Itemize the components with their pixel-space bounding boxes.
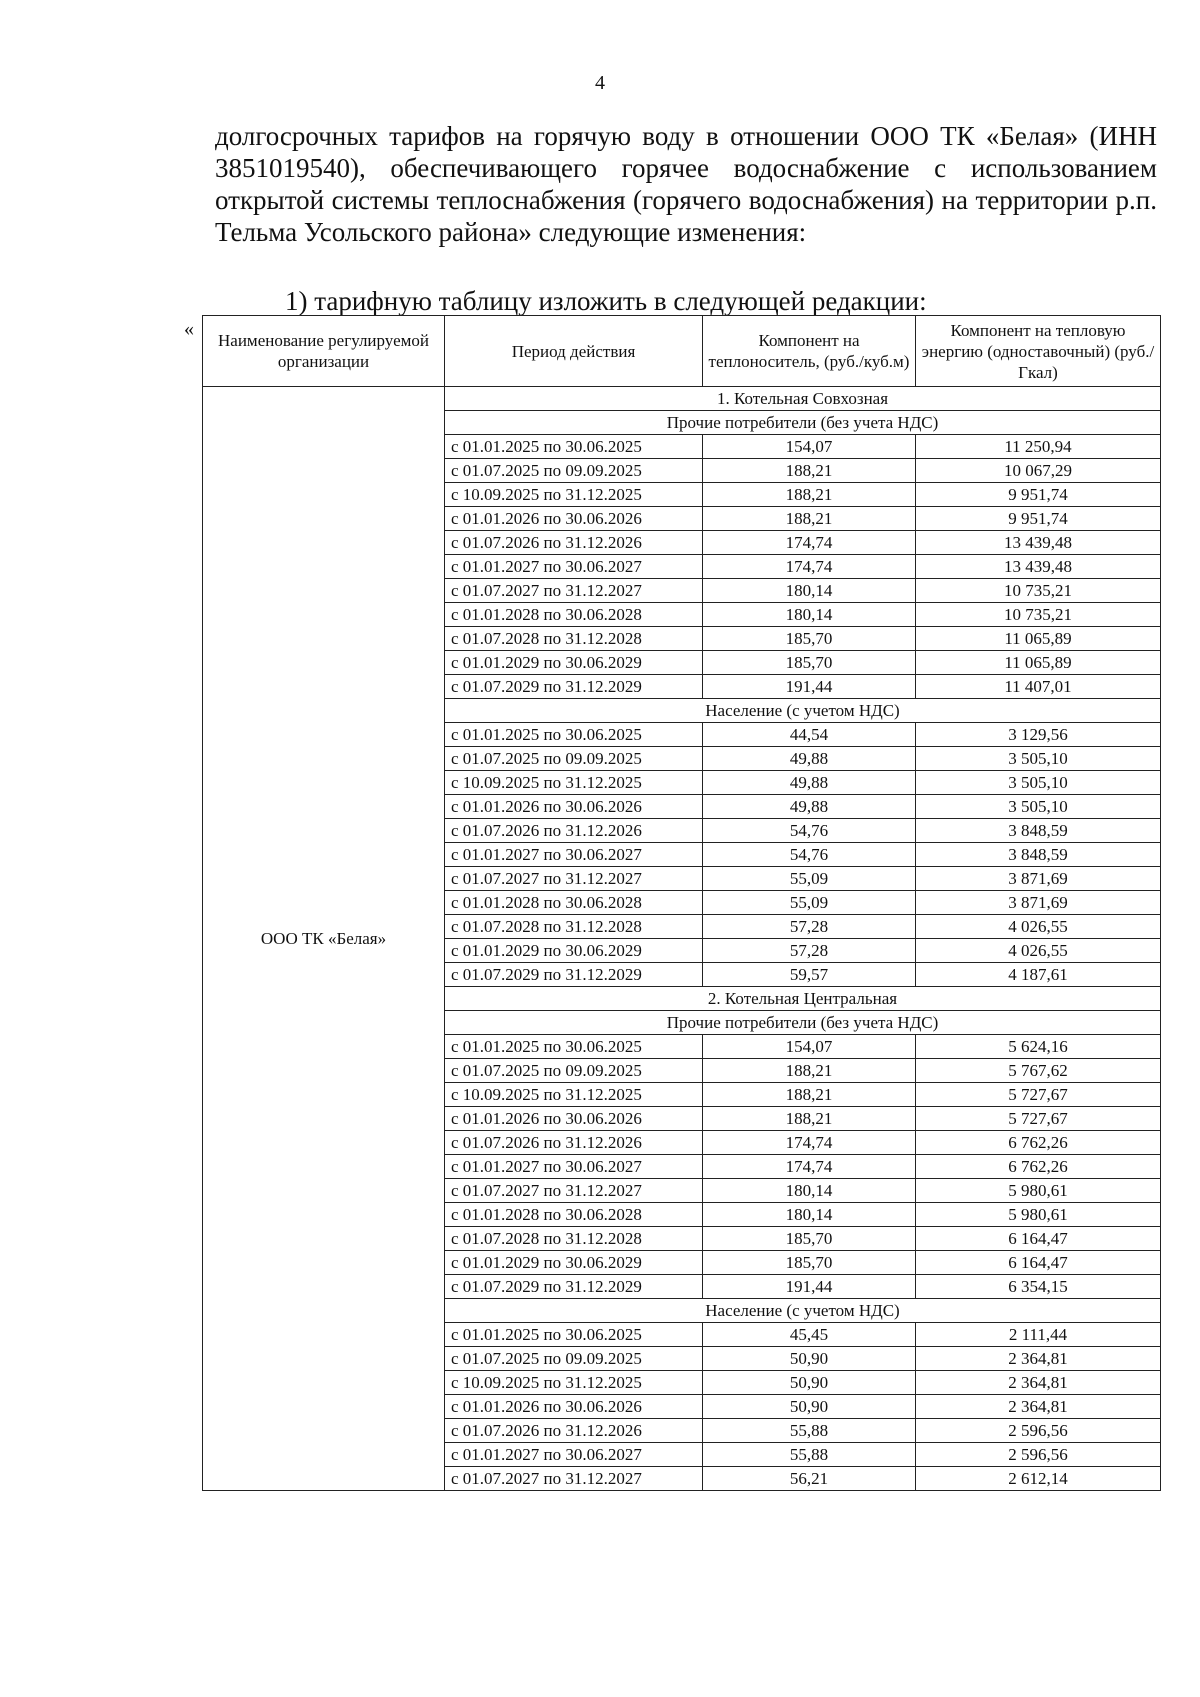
period-cell: с 01.01.2025 по 30.06.2025 [445,723,703,747]
heat-carrier-value-cell: 55,09 [703,891,916,915]
heat-energy-value-cell: 5 980,61 [916,1203,1161,1227]
period-cell: с 01.07.2027 по 31.12.2027 [445,579,703,603]
heat-carrier-value-cell: 185,70 [703,1227,916,1251]
heat-energy-value-cell: 3 848,59 [916,843,1161,867]
period-cell: с 01.07.2029 по 31.12.2029 [445,1275,703,1299]
heat-energy-value-cell: 3 505,10 [916,747,1161,771]
heat-carrier-value-cell: 188,21 [703,1107,916,1131]
period-cell: с 01.07.2025 по 09.09.2025 [445,1059,703,1083]
period-cell: с 01.07.2025 по 09.09.2025 [445,747,703,771]
period-cell: с 01.07.2026 по 31.12.2026 [445,819,703,843]
period-cell: с 01.01.2029 по 30.06.2029 [445,939,703,963]
heat-carrier-value-cell: 54,76 [703,843,916,867]
period-cell: с 10.09.2025 по 31.12.2025 [445,771,703,795]
heat-carrier-value-cell: 185,70 [703,1251,916,1275]
heat-energy-value-cell: 2 364,81 [916,1347,1161,1371]
heat-carrier-value-cell: 180,14 [703,1179,916,1203]
heat-carrier-value-cell: 55,88 [703,1443,916,1467]
heat-energy-value-cell: 3 848,59 [916,819,1161,843]
heat-energy-value-cell: 2 364,81 [916,1371,1161,1395]
heat-energy-value-cell: 5 767,62 [916,1059,1161,1083]
period-cell: с 01.07.2027 по 31.12.2027 [445,1467,703,1491]
heat-energy-value-cell: 4 026,55 [916,939,1161,963]
heat-carrier-value-cell: 174,74 [703,531,916,555]
heat-carrier-value-cell: 59,57 [703,963,916,987]
heat-energy-value-cell: 3 871,69 [916,891,1161,915]
heat-energy-value-cell: 6 762,26 [916,1131,1161,1155]
period-cell: с 01.07.2026 по 31.12.2026 [445,1131,703,1155]
heat-carrier-value-cell: 49,88 [703,747,916,771]
section-heading: 2. Котельная Центральная [445,987,1161,1011]
heat-energy-value-cell: 5 727,67 [916,1107,1161,1131]
heat-carrier-value-cell: 191,44 [703,1275,916,1299]
header-period: Период действия [445,316,703,387]
heat-energy-value-cell: 3 505,10 [916,795,1161,819]
heat-carrier-value-cell: 57,28 [703,939,916,963]
period-cell: с 01.07.2027 по 31.12.2027 [445,867,703,891]
heat-carrier-value-cell: 54,76 [703,819,916,843]
heat-carrier-value-cell: 154,07 [703,1035,916,1059]
heat-carrier-value-cell: 55,88 [703,1419,916,1443]
period-cell: с 01.01.2027 по 30.06.2027 [445,843,703,867]
heat-energy-value-cell: 13 439,48 [916,531,1161,555]
period-cell: с 01.01.2026 по 30.06.2026 [445,795,703,819]
heat-energy-value-cell: 10 735,21 [916,579,1161,603]
heat-energy-value-cell: 5 727,67 [916,1083,1161,1107]
heat-energy-value-cell: 11 250,94 [916,435,1161,459]
heat-energy-value-cell: 2 596,56 [916,1419,1161,1443]
tariff-table [202,315,1161,1491]
heat-carrier-value-cell: 44,54 [703,723,916,747]
heat-carrier-value-cell: 188,21 [703,459,916,483]
heat-energy-value-cell: 6 762,26 [916,1155,1161,1179]
period-cell: с 01.07.2029 по 31.12.2029 [445,675,703,699]
heat-energy-value-cell: 11 407,01 [916,675,1161,699]
period-cell: с 10.09.2025 по 31.12.2025 [445,483,703,507]
period-cell: с 01.07.2025 по 09.09.2025 [445,459,703,483]
period-cell: с 01.01.2027 по 30.06.2027 [445,555,703,579]
period-cell: с 01.01.2028 по 30.06.2028 [445,603,703,627]
heat-energy-value-cell: 6 354,15 [916,1275,1161,1299]
heat-carrier-value-cell: 188,21 [703,507,916,531]
period-cell: с 01.01.2025 по 30.06.2025 [445,1035,703,1059]
heat-carrier-value-cell: 57,28 [703,915,916,939]
period-cell: с 01.01.2027 по 30.06.2027 [445,1443,703,1467]
period-cell: с 01.07.2025 по 09.09.2025 [445,1347,703,1371]
period-cell: с 01.01.2028 по 30.06.2028 [445,1203,703,1227]
intro-paragraph: долгосрочных тарифов на горячую воду в отношении ООО ТК «Белая» (ИНН 3851019540), обеспечивающего горячее водоснабжение с использованием открытой системы теплоснабжения (горячего водоснабжения) на территории р.п. Тельма Усольского района» следующие изменения: [215,121,1157,247]
section-heading: Население (с учетом НДС) [445,1299,1161,1323]
heat-energy-value-cell: 4 026,55 [916,915,1161,939]
organization-name-cell: ООО ТК «Белая» [203,387,445,1491]
heat-carrier-value-cell: 50,90 [703,1395,916,1419]
heat-carrier-value-cell: 45,45 [703,1323,916,1347]
heat-carrier-value-cell: 180,14 [703,603,916,627]
period-cell: с 01.01.2028 по 30.06.2028 [445,891,703,915]
heat-energy-value-cell: 10 067,29 [916,459,1161,483]
heat-energy-value-cell: 2 364,81 [916,1395,1161,1419]
section-heading: Прочие потребители (без учета НДС) [445,411,1161,435]
table-body [203,387,1161,1491]
heat-energy-value-cell: 11 065,89 [916,627,1161,651]
heat-carrier-value-cell: 185,70 [703,651,916,675]
heat-energy-value-cell: 3 871,69 [916,867,1161,891]
period-cell: с 01.07.2026 по 31.12.2026 [445,531,703,555]
heat-carrier-value-cell: 180,14 [703,579,916,603]
heat-carrier-value-cell: 55,09 [703,867,916,891]
period-cell: с 01.07.2026 по 31.12.2026 [445,1419,703,1443]
heat-carrier-value-cell: 191,44 [703,675,916,699]
page-number: 4 [595,72,605,94]
period-cell: с 01.07.2027 по 31.12.2027 [445,1179,703,1203]
heat-energy-value-cell: 2 612,14 [916,1467,1161,1491]
heat-carrier-value-cell: 174,74 [703,555,916,579]
period-cell: с 01.01.2029 по 30.06.2029 [445,651,703,675]
section-heading: Прочие потребители (без учета НДС) [445,1011,1161,1035]
period-cell: с 01.01.2025 по 30.06.2025 [445,435,703,459]
section-heading-row [203,387,1161,411]
heat-energy-value-cell: 2 596,56 [916,1443,1161,1467]
heat-carrier-value-cell: 56,21 [703,1467,916,1491]
table-header-row [203,316,1161,387]
heat-carrier-value-cell: 154,07 [703,435,916,459]
heat-carrier-value-cell: 49,88 [703,771,916,795]
period-cell: с 01.01.2025 по 30.06.2025 [445,1323,703,1347]
heat-energy-value-cell: 9 951,74 [916,483,1161,507]
heat-energy-value-cell: 11 065,89 [916,651,1161,675]
heat-energy-value-cell: 3 505,10 [916,771,1161,795]
section-heading: 1. Котельная Совхозная [445,387,1161,411]
heat-energy-value-cell: 5 980,61 [916,1179,1161,1203]
section-heading: Население (с учетом НДС) [445,699,1161,723]
period-cell: с 10.09.2025 по 31.12.2025 [445,1371,703,1395]
period-cell: с 01.01.2029 по 30.06.2029 [445,1251,703,1275]
period-cell: с 01.07.2028 по 31.12.2028 [445,627,703,651]
period-cell: с 01.01.2027 по 30.06.2027 [445,1155,703,1179]
header-organization: Наименование регулируемой организации [203,316,445,387]
heat-carrier-value-cell: 188,21 [703,1059,916,1083]
period-cell: с 01.07.2029 по 31.12.2029 [445,963,703,987]
heat-carrier-value-cell: 180,14 [703,1203,916,1227]
heat-energy-value-cell: 10 735,21 [916,603,1161,627]
period-cell: с 01.01.2026 по 30.06.2026 [445,507,703,531]
heat-carrier-value-cell: 174,74 [703,1155,916,1179]
heat-energy-value-cell: 6 164,47 [916,1227,1161,1251]
header-heat-carrier-component: Компонент на теплоноситель, (руб./куб.м) [703,316,916,387]
heat-carrier-value-cell: 185,70 [703,627,916,651]
heat-carrier-value-cell: 188,21 [703,1083,916,1107]
heat-carrier-value-cell: 188,21 [703,483,916,507]
period-cell: с 01.07.2028 по 31.12.2028 [445,1227,703,1251]
heat-energy-value-cell: 4 187,61 [916,963,1161,987]
period-cell: с 01.01.2026 по 30.06.2026 [445,1107,703,1131]
heat-energy-value-cell: 9 951,74 [916,507,1161,531]
heat-carrier-value-cell: 50,90 [703,1371,916,1395]
heat-carrier-value-cell: 50,90 [703,1347,916,1371]
heat-carrier-value-cell: 174,74 [703,1131,916,1155]
heat-energy-value-cell: 13 439,48 [916,555,1161,579]
heat-energy-value-cell: 3 129,56 [916,723,1161,747]
heat-energy-value-cell: 2 111,44 [916,1323,1161,1347]
header-heat-energy-component: Компонент на тепловую энергию (одноставочный) (руб./Гкал) [916,316,1161,387]
heat-energy-value-cell: 6 164,47 [916,1251,1161,1275]
open-quote-mark: « [184,318,194,340]
period-cell: с 01.01.2026 по 30.06.2026 [445,1395,703,1419]
period-cell: с 01.07.2028 по 31.12.2028 [445,915,703,939]
period-cell: с 10.09.2025 по 31.12.2025 [445,1083,703,1107]
heat-energy-value-cell: 5 624,16 [916,1035,1161,1059]
heat-carrier-value-cell: 49,88 [703,795,916,819]
item-heading: 1) тарифную таблицу изложить в следующей редакции: [285,286,927,316]
